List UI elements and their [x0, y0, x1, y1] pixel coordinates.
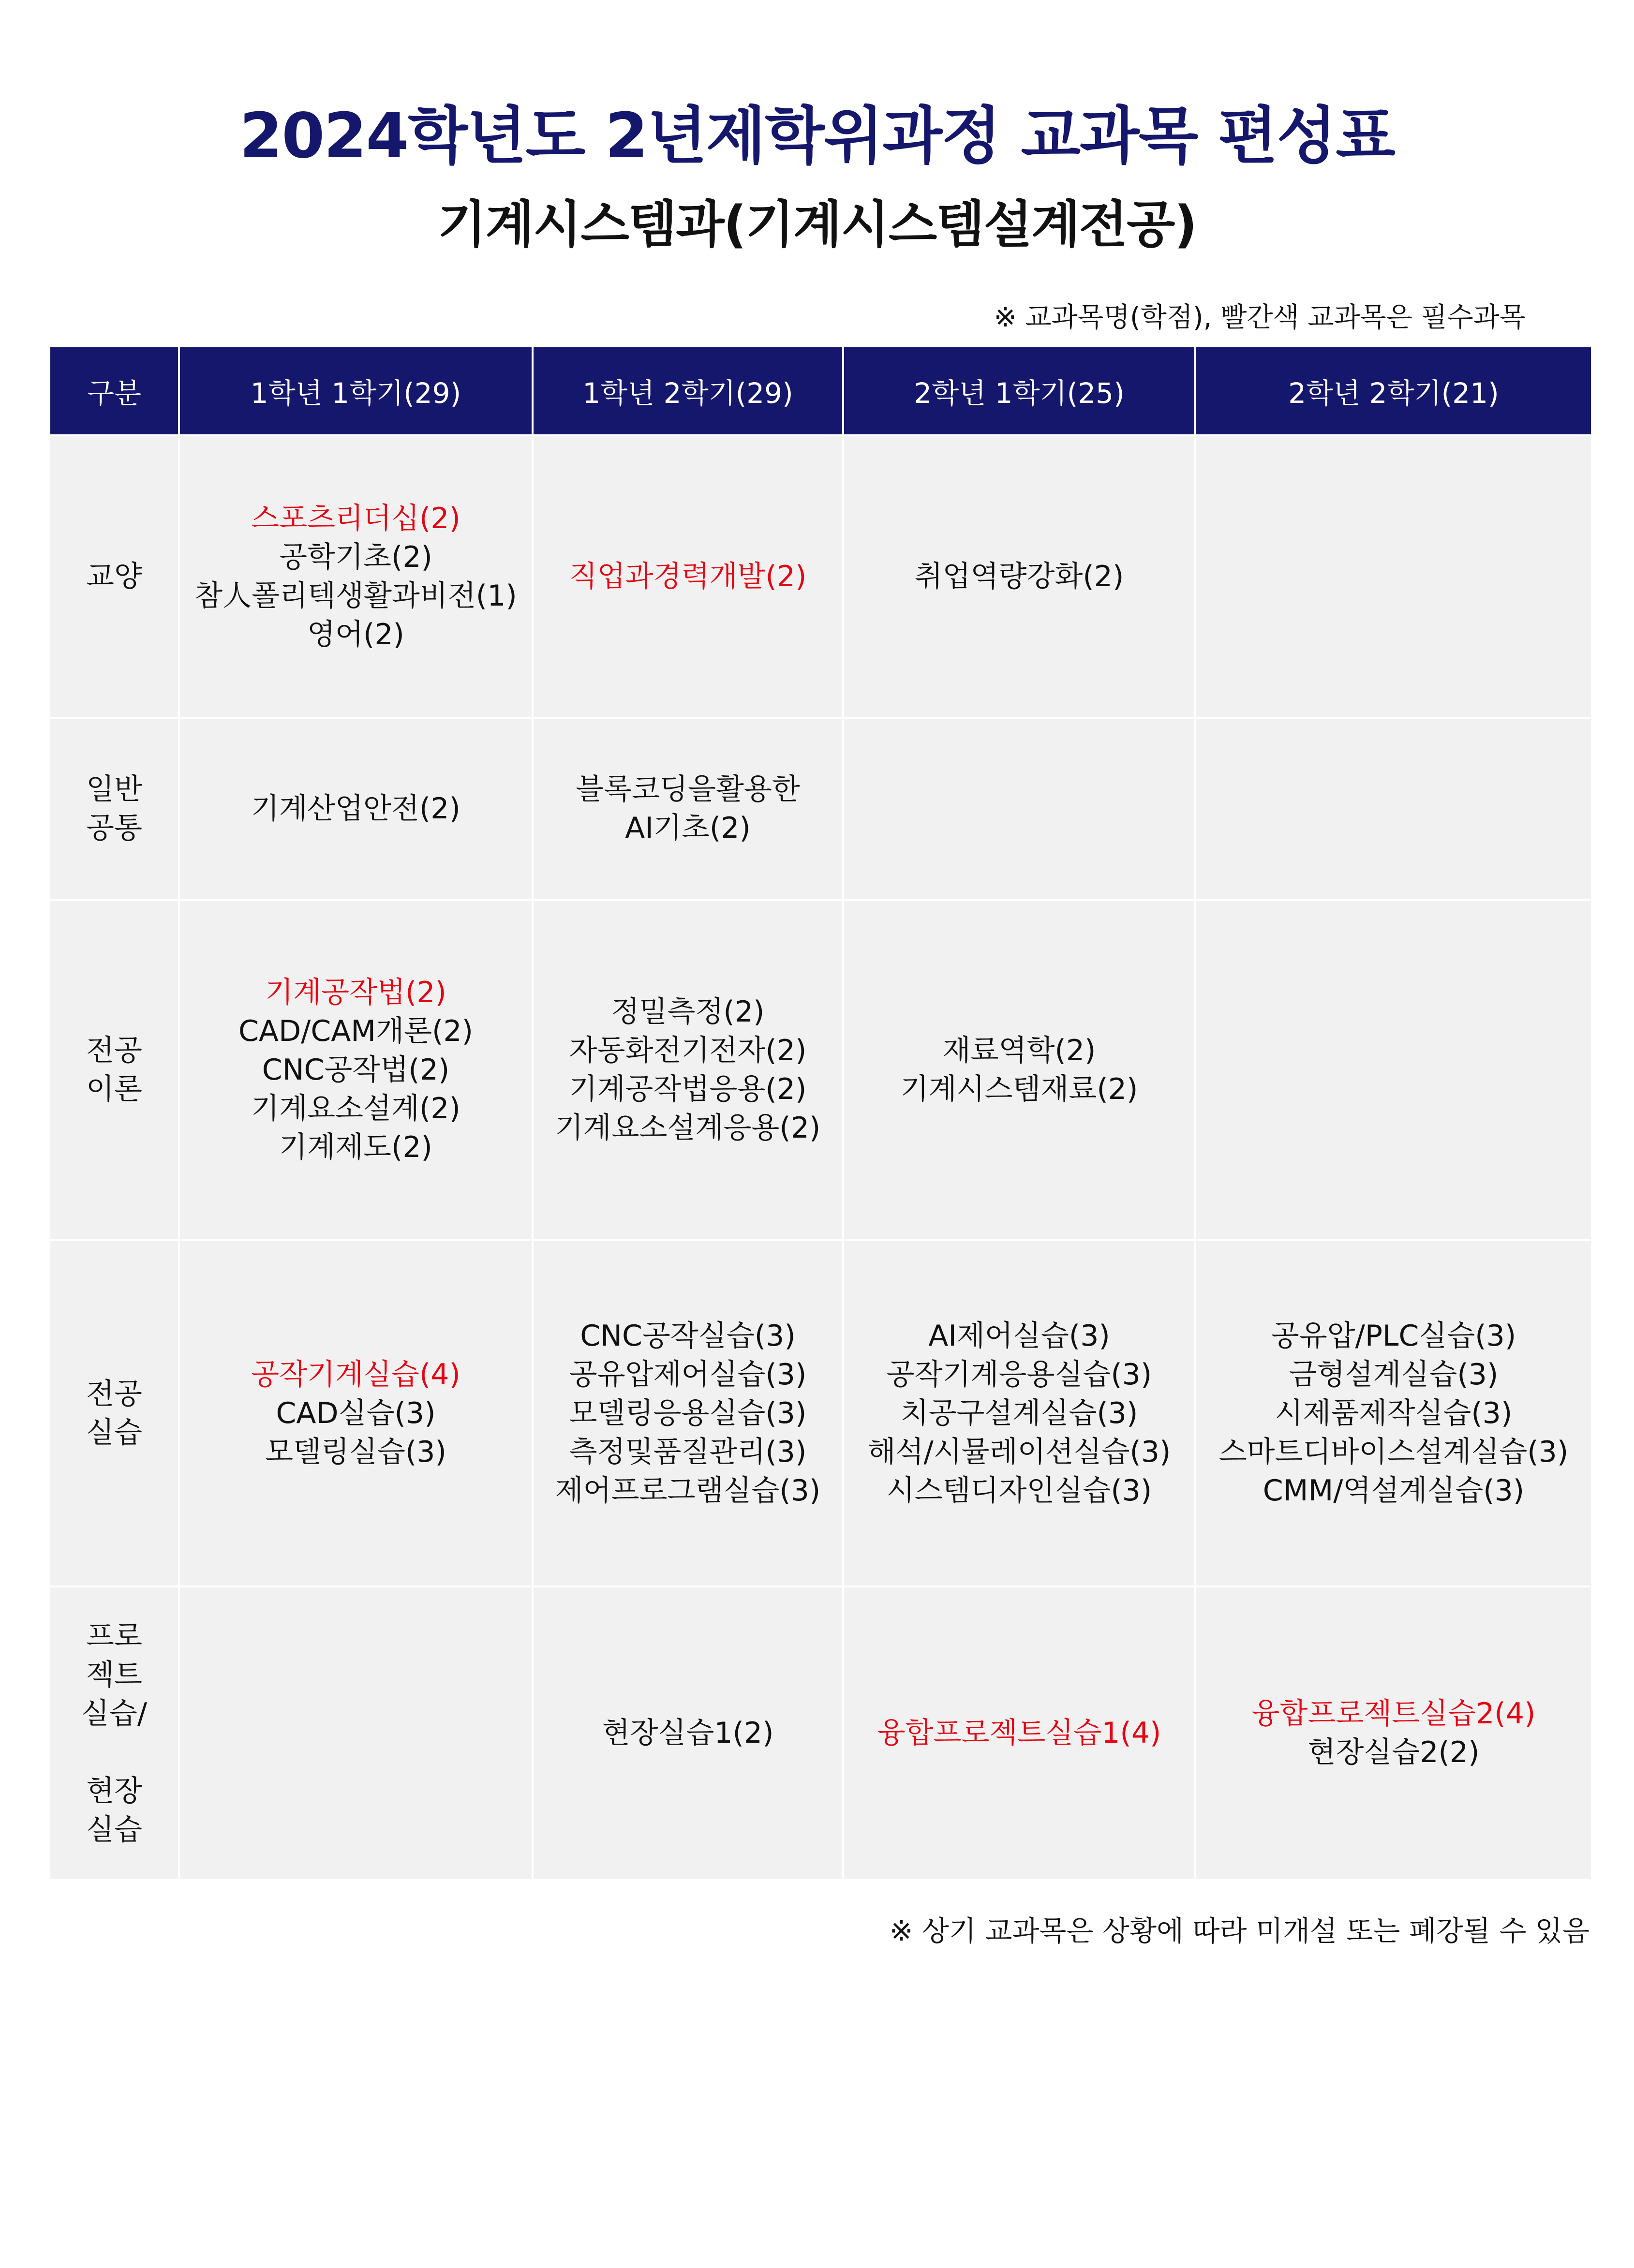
course-item: 치공구설계실습(3) — [900, 1396, 1138, 1430]
table-body — [49, 435, 1592, 1880]
semester-cell — [1195, 1586, 1592, 1880]
course-item: 현장실습1(2) — [602, 1716, 774, 1750]
curriculum-table — [48, 345, 1593, 1881]
course-item: 기계공작법응용(2) — [569, 1072, 807, 1106]
header-year1-sem2: 1학년 2학기(29) — [533, 346, 843, 435]
course-item: 제어프로그램실습(3) — [555, 1474, 821, 1508]
row-general-common — [49, 718, 1592, 900]
course-item: 공학기초(2) — [279, 540, 432, 574]
course-item: CAD/CAM개론(2) — [238, 1014, 473, 1048]
legend-note: ※ 교과목명(학점), 빨간색 교과목은 필수과목 — [994, 302, 1526, 333]
course-item: CNC공작실습(3) — [580, 1319, 796, 1353]
course-item: 모델링실습(3) — [265, 1435, 446, 1469]
semester-cell — [533, 1586, 843, 1880]
required-course-item: 융합프로젝트실습2(4) — [1251, 1697, 1536, 1731]
course-item: CMM/역설계실습(3) — [1263, 1474, 1525, 1508]
semester-cell — [179, 718, 533, 900]
course-item: 공작기계응용실습(3) — [886, 1358, 1152, 1392]
course-item: 공유압/PLC실습(3) — [1271, 1319, 1516, 1353]
row-major-theory — [49, 900, 1592, 1240]
header-year2-sem2: 2학년 2학기(21) — [1195, 346, 1592, 435]
required-course-item: 직업과경력개발(2) — [569, 560, 807, 593]
course-item: 기계요소설계(2) — [251, 1092, 460, 1126]
semester-cell — [533, 718, 843, 900]
course-item: 기계산업안전(2) — [251, 792, 460, 826]
course-item: 현장실습2(2) — [1307, 1735, 1480, 1769]
category-cell: 전공 이론 — [49, 900, 179, 1240]
header-category: 구분 — [49, 346, 179, 435]
semester-cell — [843, 1586, 1195, 1880]
semester-cell — [1195, 900, 1592, 1240]
course-item: 정밀측정(2) — [611, 995, 765, 1029]
course-item: 금형설계실습(3) — [1289, 1358, 1499, 1392]
course-item: CAD실습(3) — [276, 1396, 436, 1430]
category-cell: 프로 젝트 실습/ 현장 실습 — [49, 1586, 179, 1880]
course-item: 측정및품질관리(3) — [569, 1435, 807, 1469]
course-item: 시스템디자인실습(3) — [886, 1474, 1152, 1508]
course-item: 블록코딩을활용한 — [576, 772, 800, 806]
header-year1-sem1: 1학년 1학기(29) — [179, 346, 533, 435]
course-item: 시제품제작실습(3) — [1275, 1396, 1513, 1430]
category-cell: 전공 실습 — [49, 1240, 179, 1586]
course-item: 기계요소설계응용(2) — [555, 1111, 821, 1145]
page-title: 2024학년도 2년제학위과정 교과목 편성표 — [239, 100, 1395, 172]
course-item: 기계시스템재료(2) — [900, 1072, 1138, 1106]
row-liberal-arts — [49, 435, 1592, 718]
page-subtitle: 기계시스템과(기계시스템설계전공) — [437, 195, 1197, 254]
course-item: 해석/시뮬레이션실습(3) — [867, 1435, 1171, 1469]
row-major-practice — [49, 1240, 1592, 1586]
table-header-row — [49, 346, 1592, 435]
semester-cell — [179, 900, 533, 1240]
semester-cell — [843, 1240, 1195, 1586]
course-item: 취업역량강화(2) — [914, 560, 1124, 593]
semester-cell — [843, 718, 1195, 900]
category-cell: 교양 — [49, 435, 179, 718]
category-cell: 일반 공통 — [49, 718, 179, 900]
semester-cell — [179, 1586, 533, 1880]
header-year2-sem1: 2학년 1학기(25) — [843, 346, 1195, 435]
course-item: 공유압제어실습(3) — [569, 1358, 807, 1392]
semester-cell — [533, 900, 843, 1240]
course-item: 기계제도(2) — [279, 1130, 432, 1164]
course-item: 자동화전기전자(2) — [569, 1034, 807, 1067]
semester-cell — [179, 435, 533, 718]
required-course-item: 스포츠리더십(2) — [251, 502, 460, 535]
semester-cell — [1195, 1240, 1592, 1586]
semester-cell — [1195, 435, 1592, 718]
required-course-item: 공작기계실습(4) — [251, 1358, 460, 1392]
semester-cell — [843, 435, 1195, 718]
semester-cell — [533, 1240, 843, 1586]
course-item: 재료역학(2) — [942, 1034, 1096, 1067]
row-project-field — [49, 1586, 1592, 1880]
course-item: 영어(2) — [307, 618, 404, 652]
semester-cell — [179, 1240, 533, 1586]
course-item: 스마트디바이스설계실습(3) — [1218, 1435, 1569, 1469]
course-item: CNC공작법(2) — [262, 1053, 450, 1087]
course-item: AI제어실습(3) — [928, 1319, 1110, 1353]
course-item: 모델링응용실습(3) — [569, 1396, 807, 1430]
semester-cell — [843, 900, 1195, 1240]
semester-cell — [533, 435, 843, 718]
required-course-item: 융합프로젝트실습1(4) — [877, 1716, 1161, 1750]
required-course-item: 기계공작법(2) — [265, 976, 446, 1009]
course-item: 참人폴리텍생활과비전(1) — [194, 579, 517, 613]
footer-note: ※ 상기 교과목은 상황에 따라 미개설 또는 폐강될 수 있음 — [889, 1914, 1589, 1947]
course-item: AI기초(2) — [625, 811, 751, 845]
semester-cell — [1195, 718, 1592, 900]
